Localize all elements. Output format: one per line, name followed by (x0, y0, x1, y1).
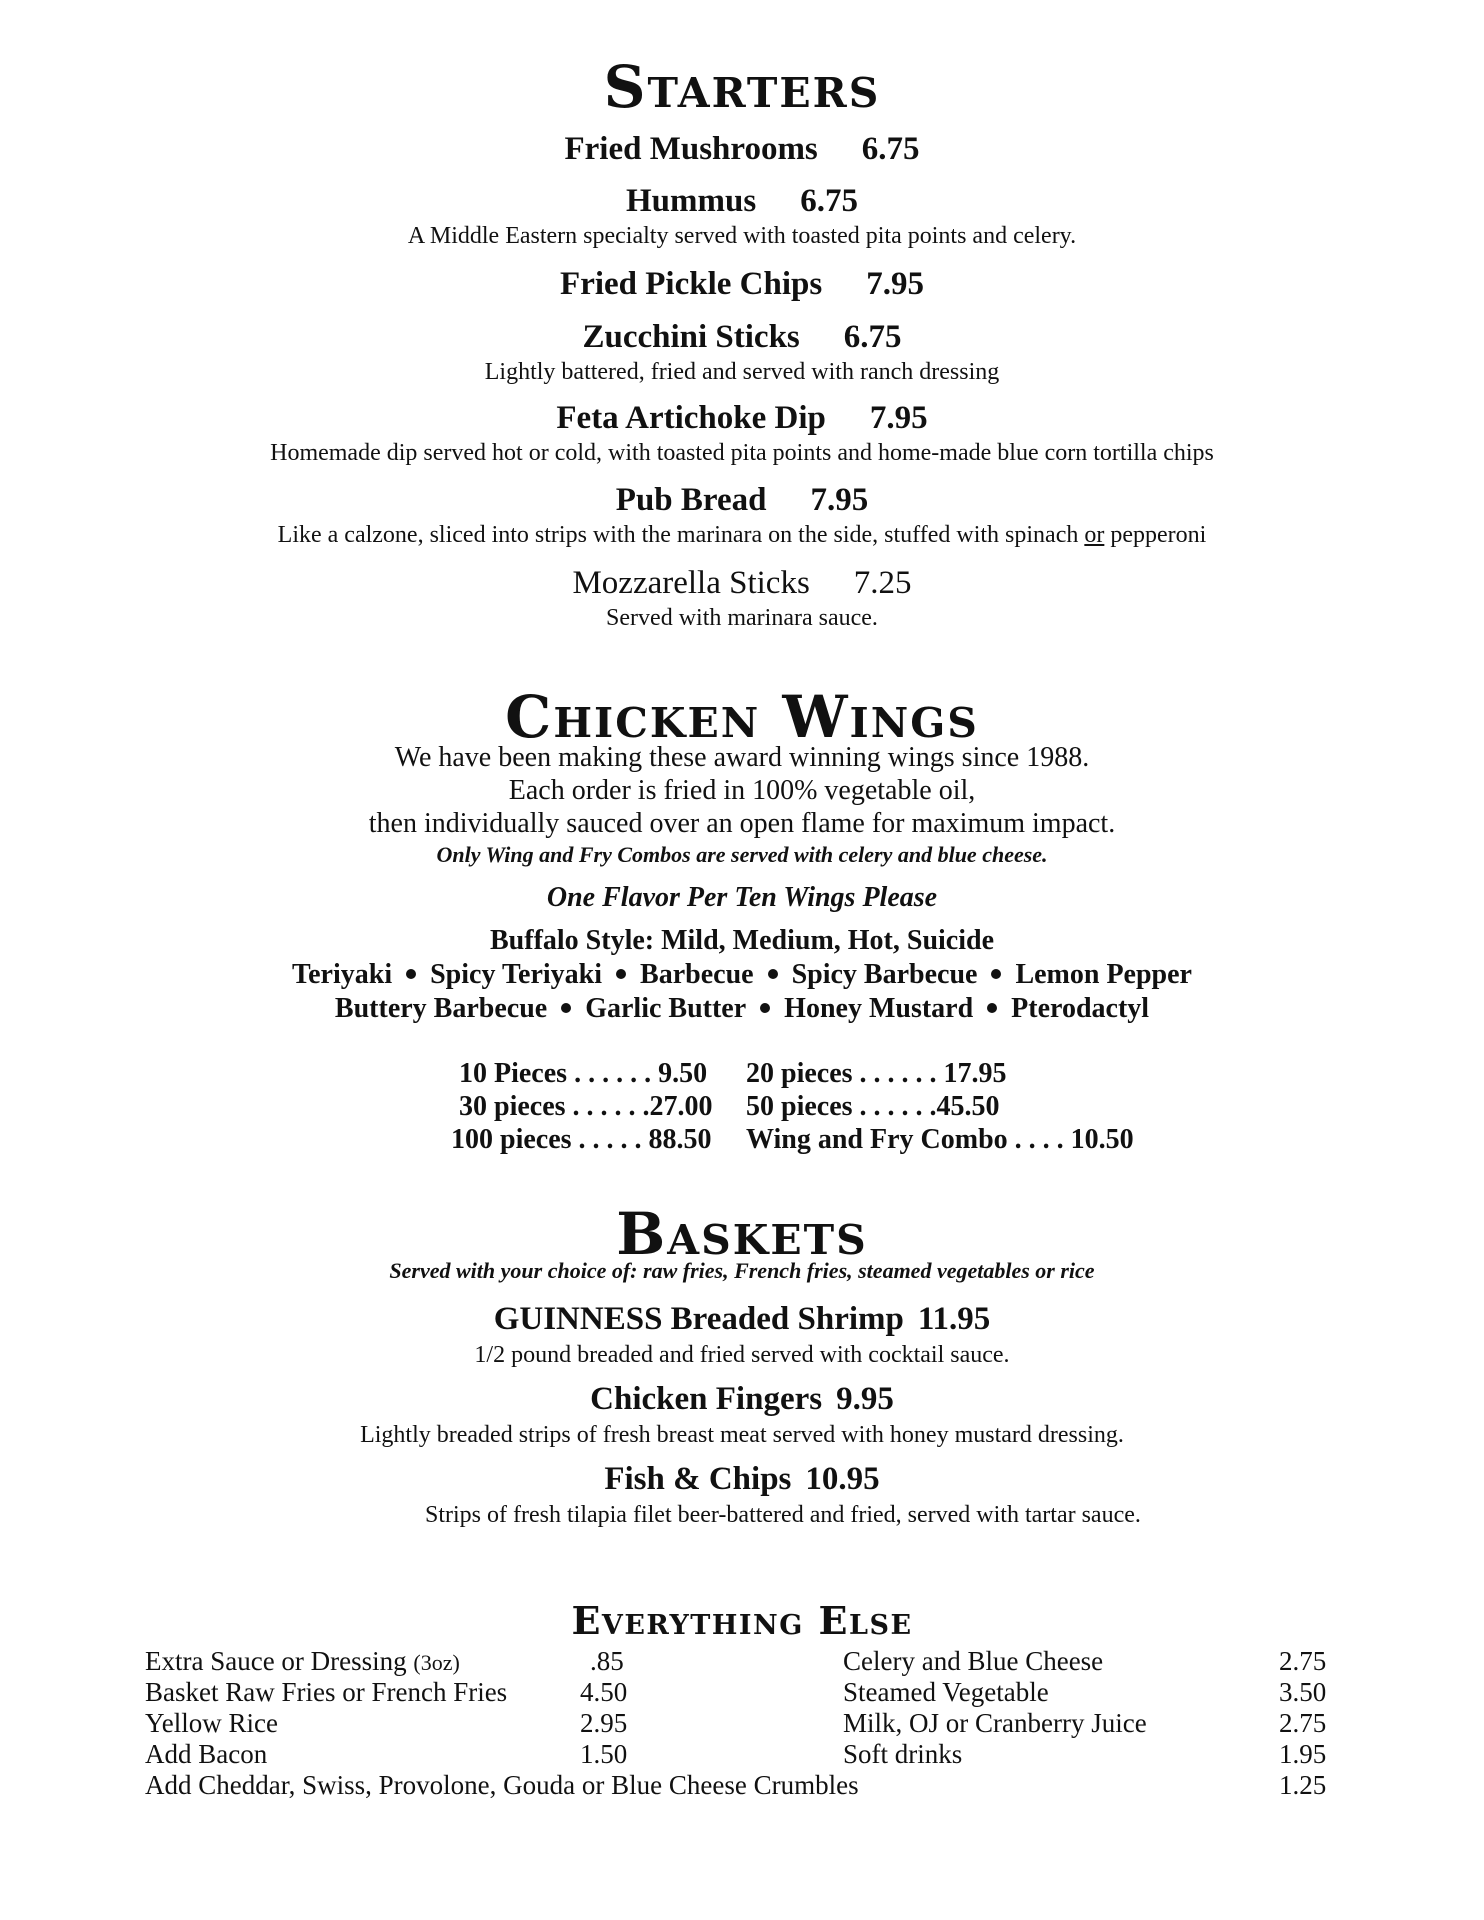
bullet-icon (991, 969, 1001, 979)
extra-name: Extra Sauce or Dressing (145, 1646, 407, 1676)
wing-price: 100 pieces . . . . . 88.50 (451, 1124, 712, 1155)
extra-note: (3oz) (413, 1650, 460, 1675)
extra-item-name: Soft drinks (843, 1739, 963, 1769)
item-description: Strips of fresh tilapia filet beer-battered and fried, served with tartar sauce. (425, 1502, 1141, 1528)
extra-item-name: Add Bacon (145, 1739, 268, 1769)
buffalo-flavors: Buffalo Style: Mild, Medium, Hot, Suicide (490, 925, 994, 956)
item-description: Served with marinara sauce. (606, 605, 878, 631)
wing-price: 10 Pieces . . . . . . 9.50 (459, 1058, 708, 1089)
item-name: Chicken Fingers (590, 1381, 823, 1417)
extra-item-name (145, 1648, 460, 1675)
baskets-subtitle: Served with your choice of: raw fries, French fries, steamed vegetables or rice (389, 1258, 1095, 1283)
flavor-item: Garlic Butter (585, 993, 747, 1024)
extra-item-price: 2.75 (1279, 1646, 1327, 1676)
everything-else-title: Everything Else (571, 1598, 913, 1643)
extra-item-price: .85 (590, 1646, 624, 1676)
wings-title: Chicken Wings (505, 683, 979, 751)
flavor-list-row (0, 961, 1484, 989)
item-name: Pub Bread (615, 482, 767, 518)
item-price: 7.95 (866, 266, 924, 302)
extra-item-price: 1.50 (580, 1739, 628, 1769)
extra-item-price: 1.95 (1279, 1739, 1327, 1769)
bullet-icon (406, 969, 416, 979)
flavor-list-row (0, 995, 1484, 1023)
menu-item (0, 567, 1484, 600)
item-description: Homemade dip served hot or cold, with toasted pita points and home-made blue corn tortilla chips (270, 440, 1214, 466)
extra-item-name: Yellow Rice (145, 1708, 279, 1738)
flavor-item: Spicy Barbecue (791, 959, 978, 990)
item-name: Hummus (626, 183, 757, 219)
menu-item (0, 185, 1484, 218)
item-name: Mozzarella Sticks (572, 565, 810, 601)
item-name: Feta Artichoke Dip (556, 400, 826, 436)
item-name: Fish & Chips (604, 1461, 792, 1497)
menu-item (0, 1383, 1484, 1416)
item-price: 6.75 (800, 183, 858, 219)
menu-item (0, 321, 1484, 354)
bullet-icon (987, 1003, 997, 1013)
extra-item-name: Celery and Blue Cheese (843, 1646, 1104, 1676)
extra-item-name: Add Cheddar, Swiss, Provolone, Gouda or Blue Cheese Crumbles (145, 1770, 859, 1800)
wings-intro-line: Each order is fried in 100% vegetable oil, (508, 775, 976, 806)
menu-item (0, 484, 1484, 517)
baskets-title: Baskets (616, 1200, 868, 1268)
bullet-icon (760, 1003, 770, 1013)
extra-item-price: 4.50 (580, 1677, 628, 1707)
menu-item (0, 1303, 1484, 1336)
item-price: 6.75 (861, 131, 920, 167)
item-description (0, 523, 1484, 547)
item-description: 1/2 pound breaded and fried served with cocktail sauce. (474, 1342, 1010, 1368)
item-price: 9.95 (836, 1381, 894, 1417)
flavor-item: Pterodactyl (1011, 993, 1150, 1024)
wings-intro-line: We have been making these award winning wings since 1988. (394, 742, 1090, 773)
extra-item-name: Steamed Vegetable (843, 1677, 1049, 1707)
wing-price: Wing and Fry Combo . . . . 10.50 (746, 1124, 1134, 1155)
wing-price: 20 pieces . . . . . . 17.95 (746, 1058, 1007, 1089)
flavor-item: Honey Mustard (784, 993, 974, 1024)
extra-item-name: Milk, OJ or Cranberry Juice (843, 1708, 1147, 1738)
desc-or-underlined: or (1084, 522, 1105, 548)
menu-item (0, 1463, 1484, 1496)
item-description: Lightly breaded strips of fresh breast meat served with honey mustard dressing. (360, 1422, 1124, 1448)
flavor-rule: One Flavor Per Ten Wings Please (546, 882, 938, 913)
wings-combo-note: Only Wing and Fry Combos are served with celery and blue cheese. (436, 842, 1048, 867)
menu-item (0, 402, 1484, 435)
item-name: Fried Pickle Chips (560, 266, 823, 302)
wing-price: 50 pieces . . . . . .45.50 (746, 1091, 1000, 1122)
item-name: Fried Mushrooms (564, 131, 818, 167)
desc-part: pepperoni (1104, 522, 1207, 548)
bullet-icon (561, 1003, 571, 1013)
flavor-item: Teriyaki (292, 959, 393, 990)
item-name: Zucchini Sticks (582, 319, 800, 355)
item-price: 7.95 (810, 482, 869, 518)
extra-item-price: 1.25 (1279, 1770, 1327, 1800)
item-price: 7.25 (853, 565, 912, 601)
extra-item-price: 2.75 (1279, 1708, 1327, 1738)
desc-part: Like a calzone, sliced into strips with the marinara on the side, stuffed with spinach (277, 522, 1085, 548)
bullet-icon (768, 969, 778, 979)
item-price: 10.95 (805, 1461, 880, 1497)
extra-item-price: 2.95 (580, 1708, 628, 1738)
bullet-icon (616, 969, 626, 979)
starters-title: Starters (603, 53, 881, 121)
flavor-item: Spicy Teriyaki (430, 959, 603, 990)
flavor-item: Lemon Pepper (1015, 959, 1192, 990)
menu-item (0, 268, 1484, 301)
flavor-item: Barbecue (640, 959, 754, 990)
extra-item-name: Basket Raw Fries or French Fries (145, 1677, 508, 1707)
item-description: Lightly battered, fried and served with ranch dressing (484, 359, 1000, 385)
flavor-item: Buttery Barbecue (334, 993, 548, 1024)
item-price: 6.75 (843, 319, 902, 355)
item-price: 11.95 (917, 1301, 991, 1337)
item-name: GUINNESS Breaded Shrimp (493, 1301, 904, 1337)
wing-price: 30 pieces . . . . . .27.00 (459, 1091, 713, 1122)
menu-item (0, 133, 1484, 166)
item-description: A Middle Eastern specialty served with toasted pita points and celery. (407, 223, 1077, 249)
item-price: 7.95 (869, 400, 928, 436)
extra-item-price: 3.50 (1279, 1677, 1327, 1707)
wings-intro-line: then individually sauced over an open flame for maximum impact. (368, 808, 1116, 839)
